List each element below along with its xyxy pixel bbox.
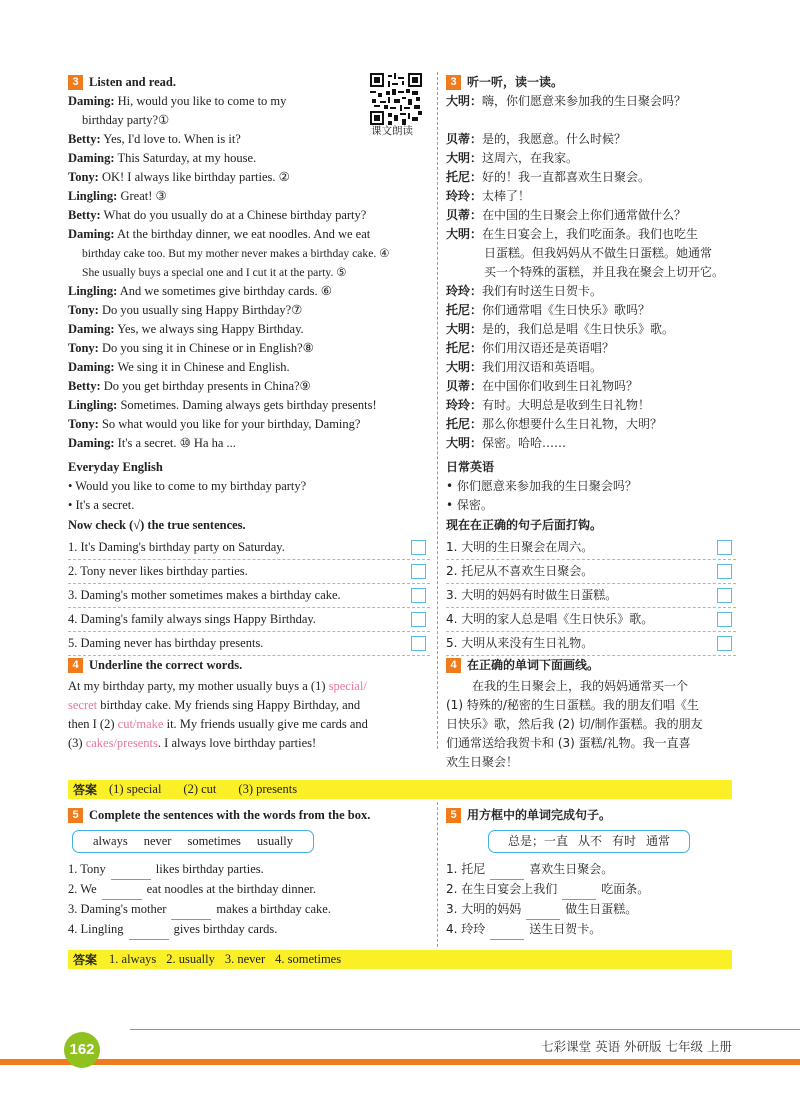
- everyday-item: • 保密。: [446, 498, 493, 512]
- check-item: [446, 560, 736, 584]
- dialogue-line: [446, 415, 736, 434]
- line-text: It's a secret. ⑩ Ha ha ...: [117, 436, 236, 450]
- speaker: Tony:: [68, 170, 99, 184]
- footer-band: [0, 1059, 800, 1065]
- line-text: 这周六，在我家。: [482, 151, 579, 165]
- line-text: 买一个特殊的蛋糕，并且我在聚会上切开它。: [484, 265, 725, 279]
- item-prefix: 1. Tony: [68, 862, 106, 876]
- fill-item: [68, 900, 430, 920]
- line-text: 那么你想要什么生日礼物，大明？: [482, 417, 663, 431]
- check-text: 1. It's Daming's birthday party on Saturday.: [68, 540, 285, 554]
- section-number: 5: [68, 808, 83, 823]
- speaker: Daming:: [68, 94, 115, 108]
- word-box-zh: 总是 ；一直 从不 有时 通常: [488, 830, 690, 853]
- fill-item: [446, 920, 736, 940]
- checkbox[interactable]: [717, 540, 732, 555]
- line-text: 你们用汉语还是英语唱？: [482, 341, 615, 355]
- line-text: Great! ③: [120, 189, 167, 203]
- dialogue-line: [446, 301, 736, 320]
- everyday-item: • Would you like to come to my birthday party?: [68, 479, 307, 493]
- check-text: 5. Daming never has birthday presents.: [68, 636, 264, 650]
- speaker: 大明：: [446, 227, 483, 241]
- line-text: At the birthday dinner, we eat noodles. And we eat: [116, 227, 371, 241]
- speaker: 大明：: [446, 94, 483, 108]
- check-item: [446, 584, 736, 608]
- dialogue-line: [446, 263, 736, 282]
- dialogue-line: [446, 225, 736, 244]
- dialogue-en: [68, 92, 430, 453]
- dialogue-line: [446, 206, 736, 225]
- line-text: 我们用汉语和英语唱。: [482, 360, 603, 374]
- item-prefix: 4. 玲玲: [446, 922, 486, 936]
- everyday-item: • 你们愿意来参加我的生日聚会吗？: [446, 479, 637, 493]
- speaker: Betty:: [68, 208, 101, 222]
- line-text: We sing it in Chinese and English.: [117, 360, 290, 374]
- s5-list-en: [68, 860, 430, 940]
- fill-item: [446, 880, 736, 900]
- s4-answer-bar: 答案 (1) special (2) cut (3) presents: [68, 780, 732, 799]
- speaker: 贝蒂：: [446, 379, 483, 393]
- checkbox[interactable]: [411, 612, 426, 627]
- checkbox[interactable]: [717, 636, 732, 651]
- item-suffix: 吃面条。: [601, 882, 650, 896]
- speaker: Betty:: [68, 379, 101, 393]
- speaker: 大明：: [446, 436, 483, 450]
- page-number: 162: [64, 1032, 100, 1068]
- line-text: birthday cake too. But my mother never makes a birthday cake. ④: [82, 247, 390, 260]
- item-suffix: makes a birthday cake.: [216, 902, 331, 916]
- check-text: 4. Daming's family always sings Happy Birthday.: [68, 612, 316, 626]
- speaker: Betty:: [68, 132, 101, 146]
- dialogue-line: [68, 168, 430, 187]
- line-text: 是的，我们总是唱《生日快乐》歌。: [482, 322, 675, 336]
- line-text: She usually buys a special one and I cut it at the party. ⑤: [82, 266, 347, 279]
- line-text: 有时。大明总是收到生日礼物！: [482, 398, 651, 412]
- check-text: 2. 托尼从不喜欢生日聚会。: [446, 564, 594, 578]
- check-item: [68, 632, 430, 656]
- item-suffix: gives birthday cards.: [173, 922, 278, 936]
- item-suffix: likes birthday parties.: [155, 862, 264, 876]
- checkbox[interactable]: [411, 636, 426, 651]
- fill-item: [68, 920, 430, 940]
- dialogue-line: [446, 149, 736, 168]
- dialogue-line: [68, 377, 430, 396]
- option-secret[interactable]: secret: [68, 698, 98, 712]
- fill-item: [68, 860, 430, 880]
- dialogue-line: [68, 130, 430, 149]
- fill-item: [68, 880, 430, 900]
- line-text: Yes, I'd love to. When is it?: [103, 132, 241, 146]
- dialogue-line: [446, 377, 736, 396]
- item-suffix: 做生日蛋糕。: [565, 902, 638, 916]
- speaker: 托尼：: [446, 170, 483, 184]
- dialogue-zh: [446, 92, 736, 453]
- line-text: 在中国你们收到生日礼物吗？: [482, 379, 639, 393]
- item-prefix: 2. We: [68, 882, 97, 896]
- everyday-english-en: [68, 458, 430, 515]
- column-divider: [437, 802, 438, 947]
- line-text: 好的！我一直都喜欢生日聚会。: [482, 170, 651, 184]
- check-item: [68, 608, 430, 632]
- dialogue-line: [446, 92, 736, 111]
- dialogue-line: [68, 225, 430, 244]
- line-text: 你们通常唱《生日快乐》歌吗？: [482, 303, 651, 317]
- line-text: So what would you like for your birthday, Daming?: [101, 417, 361, 431]
- speaker: 贝蒂：: [446, 132, 483, 146]
- speaker: 大明：: [446, 322, 483, 336]
- speaker: Daming:: [68, 227, 115, 241]
- everyday-item: • It's a secret.: [68, 498, 135, 512]
- speaker: Lingling:: [68, 284, 118, 298]
- s4-paragraph-en: At my birthday party, my mother usually buys a (1) special/ secret birthday cake. My friends sing Happy Birthday, and then I (2) cut/make it. My friends usually give me cards and (3) cakes/presents. I always love birthday parties!: [68, 679, 368, 750]
- check-item: [446, 632, 736, 656]
- checkbox[interactable]: [717, 612, 732, 627]
- s4-title-zh: 4 在正确的单词下面画线。: [446, 656, 599, 675]
- speaker: 玲玲：: [446, 398, 483, 412]
- line-text: Do you usually sing Happy Birthday?⑦: [101, 303, 303, 317]
- everyday-title: 日常英语: [446, 460, 495, 474]
- check-list-en: [68, 536, 430, 656]
- line-text: Do you get birthday presents in China?⑨: [103, 379, 311, 393]
- speaker: 托尼：: [446, 417, 483, 431]
- line-text: 太棒了！: [482, 189, 531, 203]
- line-text: 日蛋糕。但我妈妈从不做生日蛋糕。她通常: [484, 246, 713, 260]
- line-text: birthday party?①: [82, 113, 170, 127]
- option-cakes-presents[interactable]: cakes/presents: [85, 736, 158, 750]
- speaker: 玲玲：: [446, 189, 483, 203]
- s5-list-zh: [446, 860, 736, 940]
- item-prefix: 4. Lingling: [68, 922, 124, 936]
- dialogue-line: [446, 434, 736, 453]
- dialogue-line: [68, 206, 430, 225]
- item-prefix: 1. 托尼: [446, 862, 486, 876]
- dialogue-line: [446, 358, 736, 377]
- line-text: And we sometimes give birthday cards. ⑥: [119, 284, 332, 298]
- dialogue-line: [68, 434, 430, 453]
- dialogue-line: [68, 282, 430, 301]
- dialogue-line: [68, 149, 430, 168]
- check-text: 5. 大明从来没有生日礼物。: [446, 636, 594, 650]
- speaker: Tony:: [68, 303, 99, 317]
- dialogue-line: [446, 244, 736, 263]
- line-text: 我们有时送生日贺卡。: [482, 284, 603, 298]
- section-number: 3: [68, 75, 83, 90]
- dialogue-line: [446, 396, 736, 415]
- item-prefix: 3. Daming's mother: [68, 902, 167, 916]
- s4-title-en: 4 Underline the correct words.: [68, 656, 242, 675]
- speaker: Daming:: [68, 360, 115, 374]
- checkbox[interactable]: [717, 564, 732, 579]
- blank-field[interactable]: [490, 920, 524, 940]
- dialogue-line: [68, 301, 430, 320]
- speaker: 贝蒂：: [446, 208, 483, 222]
- check-text: 3. Daming's mother sometimes makes a birthday cake.: [68, 588, 341, 602]
- speaker: 大明：: [446, 151, 483, 165]
- dialogue-line: [446, 320, 736, 339]
- answer-label: 答案: [73, 953, 98, 967]
- s5-answer-bar: 答案 1. always 2. usually 3. never 4. sometimes: [68, 950, 732, 969]
- blank-field[interactable]: [171, 900, 211, 920]
- checkbox[interactable]: [411, 540, 426, 555]
- speaker: Daming:: [68, 436, 115, 450]
- blank-field[interactable]: [490, 860, 524, 880]
- blank-field[interactable]: [102, 880, 142, 900]
- checkbox[interactable]: [717, 588, 732, 603]
- check-item: [446, 608, 736, 632]
- checkbox[interactable]: [411, 564, 426, 579]
- dialogue-line: [68, 339, 430, 358]
- dialogue-line: [446, 168, 736, 187]
- speaker: Daming:: [68, 322, 115, 336]
- column-divider: [437, 72, 438, 749]
- speaker: 玲玲：: [446, 284, 483, 298]
- fill-item: [446, 860, 736, 880]
- line-text: What do you usually do at a Chinese birthday party?: [103, 208, 367, 222]
- checkbox[interactable]: [411, 588, 426, 603]
- dialogue-line: [68, 396, 430, 415]
- check-text: 4. 大明的家人总是唱《生日快乐》歌。: [446, 612, 654, 626]
- section-number: 4: [68, 658, 83, 673]
- check-item: [68, 560, 430, 584]
- dialogue-line: [68, 320, 430, 339]
- blank-field[interactable]: [111, 860, 151, 880]
- dialogue-line: [68, 415, 430, 434]
- check-item: [68, 536, 430, 560]
- dialogue-line: [446, 130, 736, 149]
- option-cut-make[interactable]: cut/make: [117, 717, 164, 731]
- speaker: 托尼：: [446, 303, 483, 317]
- item-prefix: 3. 大明的妈妈: [446, 902, 522, 916]
- line-text: 保密。哈哈……: [482, 436, 567, 450]
- line-text: 是的，我愿意。什么时候？: [482, 132, 627, 146]
- s3-title-en: 3 Listen and read.: [68, 73, 176, 92]
- s5-title-en: 5 Complete the sentences with the words from the box.: [68, 806, 370, 825]
- speaker: Lingling:: [68, 398, 118, 412]
- section-number: 4: [446, 658, 461, 673]
- check-text: 1. 大明的生日聚会在周六。: [446, 540, 594, 554]
- option-special-secret[interactable]: special/: [328, 679, 367, 693]
- check-title-zh: 现在在正确的句子后面打钩。: [446, 518, 603, 532]
- line-text: This Saturday, at my house.: [117, 151, 257, 165]
- answer-label: 答案: [73, 783, 98, 797]
- check-title-en: Now check (√) the true sentences.: [68, 518, 246, 532]
- word-box-en: always never sometimes usually: [72, 830, 314, 853]
- line-text: 在中国的生日聚会上你们通常做什么？: [482, 208, 687, 222]
- dialogue-line: [446, 187, 736, 206]
- line-text: 嗨，你们愿意来参加我的生日聚会吗？: [482, 94, 687, 108]
- dialogue-line: [68, 92, 368, 111]
- check-item: [446, 536, 736, 560]
- dialogue-line: [68, 358, 430, 377]
- footer-rule: [130, 1029, 800, 1030]
- speaker: Daming:: [68, 151, 115, 165]
- blank-field[interactable]: [562, 880, 596, 900]
- item-suffix: 喜欢生日聚会。: [529, 862, 614, 876]
- line-text: Sometimes. Daming always gets birthday presents!: [120, 398, 377, 412]
- speaker: Lingling:: [68, 189, 118, 203]
- dialogue-line: [68, 244, 430, 263]
- dialogue-line: [446, 282, 736, 301]
- item-suffix: 送生日贺卡。: [529, 922, 602, 936]
- line-text: Yes, we always sing Happy Birthday.: [117, 322, 304, 336]
- line-text: OK! I always like birthday parties. ②: [101, 170, 290, 184]
- s5-title-zh: 5 用方框中的单词完成句子。: [446, 806, 611, 825]
- blank-field[interactable]: [526, 900, 560, 920]
- check-text: 3. 大明的妈妈有时做生日蛋糕。: [446, 588, 618, 602]
- footer-title: 七彩课堂 英语 外研版 七年级 上册: [541, 1039, 732, 1054]
- item-suffix: eat noodles at the birthday dinner.: [146, 882, 317, 896]
- speaker: 大明：: [446, 360, 483, 374]
- check-text: 2. Tony never likes birthday parties.: [68, 564, 248, 578]
- s3-title-zh: 3 听一听，读一读。: [446, 73, 563, 92]
- dialogue-line: [68, 263, 430, 282]
- check-list-zh: [446, 536, 736, 656]
- fill-item: [446, 900, 736, 920]
- item-prefix: 2. 在生日宴会上我们: [446, 882, 558, 896]
- line-text: Hi, would you like to come to my: [117, 94, 287, 108]
- check-item: [68, 584, 430, 608]
- speaker: Tony:: [68, 341, 99, 355]
- qr-label: 课文朗读: [371, 125, 413, 137]
- line-text: 在生日宴会上，我们吃面条。我们也吃生: [482, 227, 699, 241]
- blank-field[interactable]: [129, 920, 169, 940]
- dialogue-line: [68, 187, 430, 206]
- s4-paragraph-zh: 在我的生日聚会上，我的妈妈通常买一个 (1) 特殊的/秘密的生日蛋糕。我的朋友们唱《生 日快乐》歌，然后我 (2) 切/制作蛋糕。我的朋友 们通常送给我贺卡和 (3) 蛋糕/礼物。我一直喜 欢生日聚会！: [446, 679, 703, 769]
- everyday-title: Everyday English: [68, 460, 163, 474]
- speaker: 托尼：: [446, 341, 483, 355]
- section-number: 5: [446, 808, 461, 823]
- line-text: Do you sing it in Chinese or in English?⑧: [101, 341, 314, 355]
- dialogue-line: [446, 339, 736, 358]
- speaker: Tony:: [68, 417, 99, 431]
- section-number: 3: [446, 75, 461, 90]
- dialogue-line: [68, 111, 382, 130]
- everyday-english-zh: [446, 458, 736, 515]
